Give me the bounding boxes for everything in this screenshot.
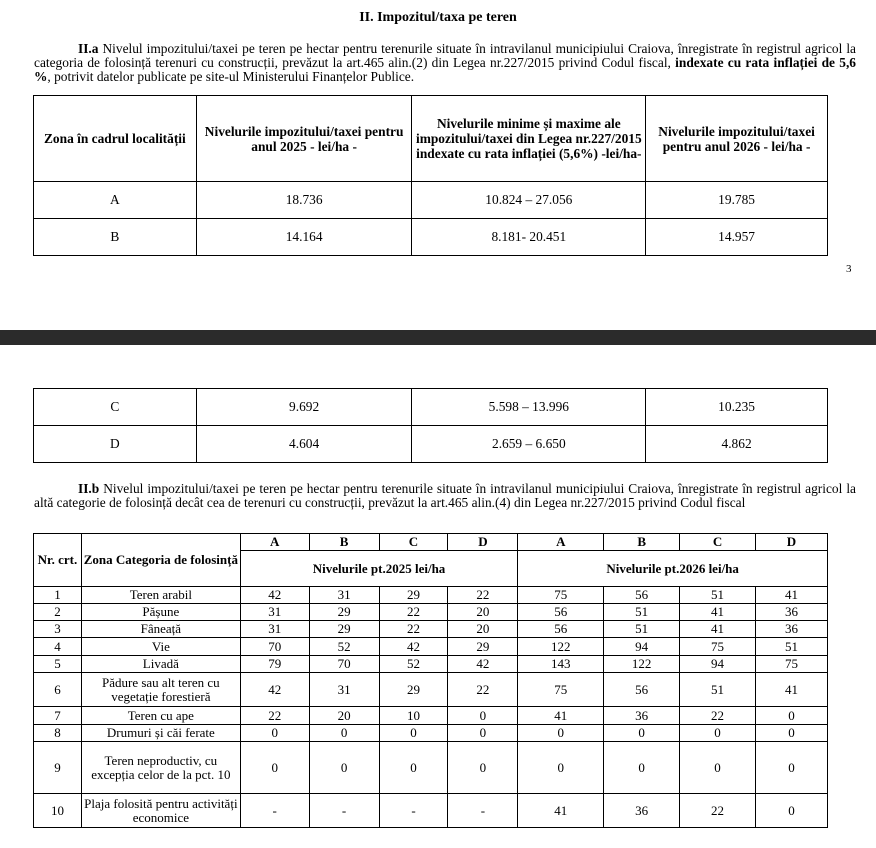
header-levels-2026: Nivelurile pt.2026 lei/ha — [518, 551, 828, 587]
value-cell: 75 — [680, 638, 756, 656]
category-cell: Pășune — [81, 604, 240, 621]
value-cell: 51 — [604, 621, 680, 638]
value-cell: 0 — [448, 707, 518, 725]
range-cell: 2.659 – 6.650 — [412, 426, 646, 463]
zone-header: A — [518, 534, 604, 551]
value-cell: 41 — [680, 604, 756, 621]
row-number-cell: 9 — [34, 742, 82, 794]
value-cell: 75 — [518, 587, 604, 604]
zone-header: C — [680, 534, 756, 551]
paragraph-ii-b — [34, 482, 856, 510]
table-row — [34, 725, 828, 742]
table-row — [34, 656, 828, 673]
table-row — [34, 426, 828, 463]
table-row — [34, 587, 828, 604]
paragraph-lead: II.a — [78, 41, 99, 56]
table-row — [34, 707, 828, 725]
value-cell: 0 — [755, 794, 827, 828]
value-cell: 41 — [518, 707, 604, 725]
paragraph-lead: II.b — [78, 481, 100, 496]
paragraph-text: Nivelul impozitului/taxei pe teren pe hectar pentru terenurile situate în intravilanul municipiului Craiova, înregistrate în registrul agricol la altă categorie de folosință decât cea de terenuri cu construcții, prevăzut la art.465 alin.(4) din Legea nr.227/2015 privind Codul fiscal — [34, 481, 856, 510]
value-cell: 22 — [680, 794, 756, 828]
value-cell: - — [448, 794, 518, 828]
zone-cell: C — [34, 389, 197, 426]
value-cell: 0 — [755, 742, 827, 794]
value-cell: 70 — [309, 656, 379, 673]
value-cell: 36 — [604, 794, 680, 828]
value-cell: 36 — [604, 707, 680, 725]
row-number-cell: 4 — [34, 638, 82, 656]
value-cell: 22 — [240, 707, 309, 725]
value-cell: 0 — [379, 725, 448, 742]
value-cell: 42 — [379, 638, 448, 656]
column-header: Nivelurile minime și maxime ale impozitului/taxei din Legea nr.227/2015 indexate cu rata inflației (5,6%) -lei/ha- — [412, 96, 646, 182]
category-cell: Plaja folosită pentru activități economice — [81, 794, 240, 828]
zone-header: B — [604, 534, 680, 551]
value-cell: 0 — [604, 725, 680, 742]
value-cell: 0 — [309, 725, 379, 742]
table-row — [34, 673, 828, 707]
value-cell: 22 — [379, 621, 448, 638]
value-cell: 0 — [448, 742, 518, 794]
value-cell: 52 — [379, 656, 448, 673]
value-cell: 0 — [518, 725, 604, 742]
value-cell: 42 — [240, 673, 309, 707]
zone-header: A — [240, 534, 309, 551]
value-cell: 41 — [755, 587, 827, 604]
value-cell: 56 — [518, 621, 604, 638]
table-body — [34, 587, 828, 828]
value-cell: 20 — [309, 707, 379, 725]
value-cell: 31 — [240, 604, 309, 621]
value-cell: 0 — [755, 725, 827, 742]
category-cell: Teren neproductiv, cu excepția celor de la pct. 10 — [81, 742, 240, 794]
value-cell: 0 — [379, 742, 448, 794]
value-cell: 0 — [604, 742, 680, 794]
paragraph-bold-text: indexate cu rata inflației de 5,6 % — [34, 55, 857, 84]
value-cell: 79 — [240, 656, 309, 673]
value-cell: 31 — [240, 621, 309, 638]
value-cell: 10.235 — [646, 389, 828, 426]
range-cell: 8.181- 20.451 — [412, 219, 646, 256]
zone-header: B — [309, 534, 379, 551]
value-cell: 10 — [379, 707, 448, 725]
value-cell: 0 — [240, 742, 309, 794]
zone-header: C — [379, 534, 448, 551]
paragraph-ii-a — [34, 42, 856, 84]
range-cell: 10.824 – 27.056 — [412, 182, 646, 219]
column-header: Zona în cadrul localității — [34, 96, 197, 182]
row-number-cell: 6 — [34, 673, 82, 707]
value-cell: 41 — [755, 673, 827, 707]
value-cell: 31 — [309, 673, 379, 707]
table-row — [34, 182, 828, 219]
row-number-cell: 1 — [34, 587, 82, 604]
value-cell: 41 — [680, 621, 756, 638]
value-cell: 0 — [680, 725, 756, 742]
value-cell: 41 — [518, 794, 604, 828]
value-cell: 143 — [518, 656, 604, 673]
value-cell: 14.957 — [646, 219, 828, 256]
table-row — [34, 389, 828, 426]
zone-cell: B — [34, 219, 197, 256]
row-number-cell: 3 — [34, 621, 82, 638]
value-cell: 4.862 — [646, 426, 828, 463]
value-cell: 9.692 — [196, 389, 412, 426]
value-cell: 51 — [680, 587, 756, 604]
value-cell: 22 — [379, 604, 448, 621]
zone-header: D — [755, 534, 827, 551]
value-cell: 36 — [755, 621, 827, 638]
table-row — [34, 742, 828, 794]
value-cell: 31 — [309, 587, 379, 604]
value-cell: 42 — [240, 587, 309, 604]
column-header-nr: Nr. crt. — [34, 534, 82, 587]
value-cell: 0 — [755, 707, 827, 725]
value-cell: 51 — [604, 604, 680, 621]
value-cell: 29 — [448, 638, 518, 656]
page-number: 3 — [846, 263, 852, 275]
value-cell: 0 — [518, 742, 604, 794]
category-cell: Vie — [81, 638, 240, 656]
column-header: Nivelurile impozitului/taxei pentru anul 2025 - lei/ha - — [196, 96, 412, 182]
value-cell: 56 — [518, 604, 604, 621]
column-header-category: Zona Categoria de folosință — [81, 534, 240, 587]
category-cell: Teren cu ape — [81, 707, 240, 725]
value-cell: - — [379, 794, 448, 828]
value-cell: 94 — [604, 638, 680, 656]
table-row — [34, 621, 828, 638]
value-cell: - — [240, 794, 309, 828]
row-number-cell: 10 — [34, 794, 82, 828]
table-ii-a-continued — [33, 388, 828, 463]
value-cell: 29 — [309, 604, 379, 621]
category-cell: Drumuri și căi ferate — [81, 725, 240, 742]
value-cell: 20 — [448, 604, 518, 621]
header-levels-2025: Nivelurile pt.2025 lei/ha — [240, 551, 518, 587]
value-cell: - — [309, 794, 379, 828]
value-cell: 51 — [680, 673, 756, 707]
value-cell: 29 — [309, 621, 379, 638]
value-cell: 0 — [448, 725, 518, 742]
value-cell: 29 — [379, 587, 448, 604]
category-cell: Teren arabil — [81, 587, 240, 604]
value-cell: 29 — [379, 673, 448, 707]
value-cell: 22 — [680, 707, 756, 725]
value-cell: 14.164 — [196, 219, 412, 256]
value-cell: 22 — [448, 587, 518, 604]
value-cell: 75 — [755, 656, 827, 673]
table-ii-b — [33, 533, 828, 828]
value-cell: 42 — [448, 656, 518, 673]
category-cell: Fâneață — [81, 621, 240, 638]
value-cell: 0 — [240, 725, 309, 742]
row-number-cell: 8 — [34, 725, 82, 742]
value-cell: 22 — [448, 673, 518, 707]
paragraph-text-end: , potrivit datelor publicate pe site-ul Ministerului Finanțelor Publice. — [47, 69, 415, 84]
row-number-cell: 2 — [34, 604, 82, 621]
row-number-cell: 5 — [34, 656, 82, 673]
category-cell: Pădure sau alt teren cu vegetație forestieră — [81, 673, 240, 707]
value-cell: 94 — [680, 656, 756, 673]
table-row — [34, 794, 828, 828]
value-cell: 36 — [755, 604, 827, 621]
table-row — [34, 219, 828, 256]
value-cell: 75 — [518, 673, 604, 707]
paragraph-text: Nivelul impozitului/taxei pe teren pe hectar pentru terenurile situate în intravilanul municipiului Craiova, înregistrate în registrul agricol la categoria de folosință terenuri cu construcții, prevăzut la art.465 alin.(2) din Legea nr.227/2015 privind Codul fiscal, — [34, 41, 856, 70]
value-cell: 18.736 — [196, 182, 412, 219]
value-cell: 0 — [680, 742, 756, 794]
table-row — [34, 604, 828, 621]
value-cell: 0 — [309, 742, 379, 794]
value-cell: 4.604 — [196, 426, 412, 463]
value-cell: 122 — [518, 638, 604, 656]
row-number-cell: 7 — [34, 707, 82, 725]
category-cell: Livadă — [81, 656, 240, 673]
column-header: Nivelurile impozitului/taxei pentru anul 2026 - lei/ha - — [646, 96, 828, 182]
value-cell: 51 — [755, 638, 827, 656]
value-cell: 52 — [309, 638, 379, 656]
zone-header: D — [448, 534, 518, 551]
table-row — [34, 638, 828, 656]
zone-cell: D — [34, 426, 197, 463]
range-cell: 5.598 – 13.996 — [412, 389, 646, 426]
value-cell: 20 — [448, 621, 518, 638]
section-title: II. Impozitul/taxa pe teren — [359, 10, 517, 25]
value-cell: 70 — [240, 638, 309, 656]
value-cell: 122 — [604, 656, 680, 673]
zone-cell: A — [34, 182, 197, 219]
value-cell: 56 — [604, 673, 680, 707]
value-cell: 56 — [604, 587, 680, 604]
value-cell: 19.785 — [646, 182, 828, 219]
page-break-divider — [0, 330, 876, 345]
table-ii-a — [33, 95, 828, 256]
